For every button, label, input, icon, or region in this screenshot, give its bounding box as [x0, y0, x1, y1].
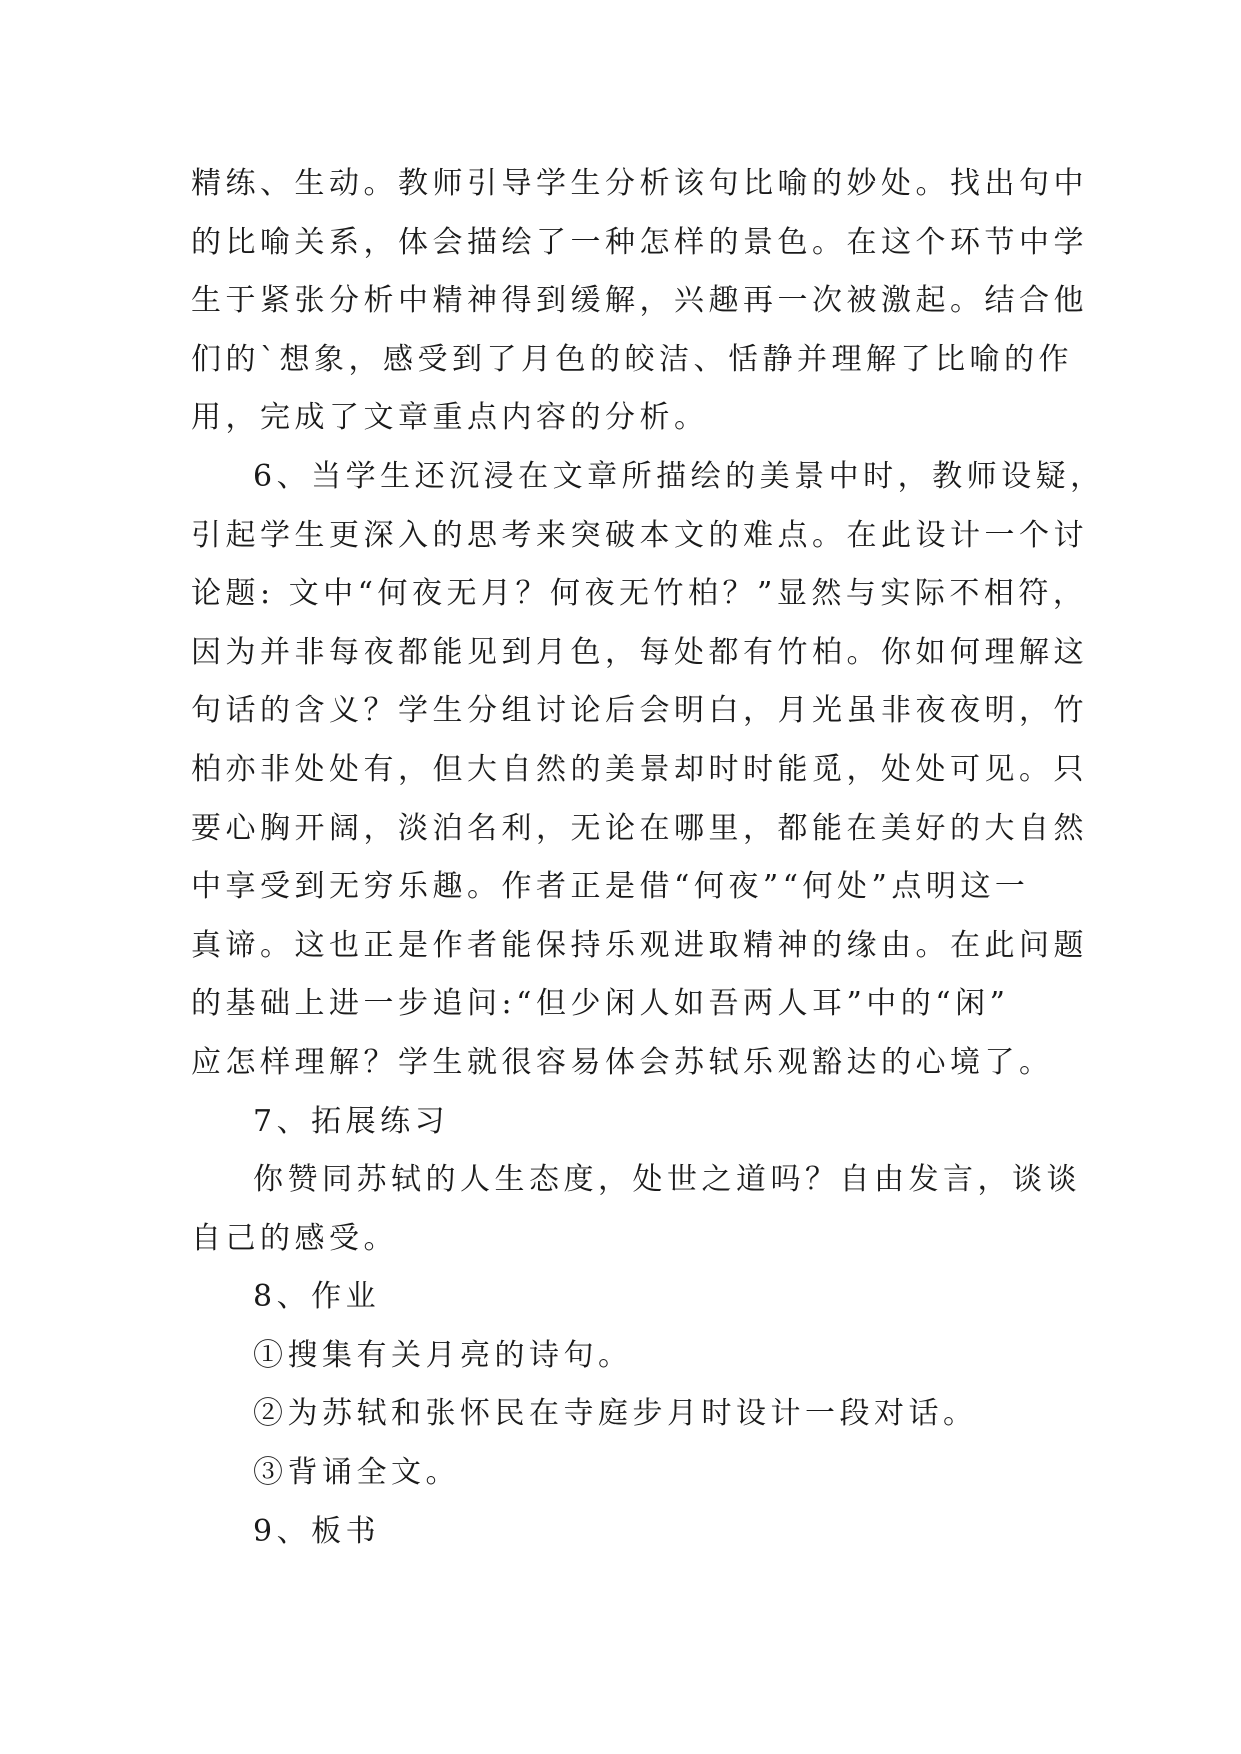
text-line: 你赞同苏轼的人生态度，处世之道吗？自由发言，谈谈 — [253, 1162, 1081, 1198]
text-line: 自己的感受。 — [191, 1220, 398, 1256]
text-line: 们的`想象，感受到了月色的皎洁、恬静并理解了比喻的作 — [191, 341, 1073, 377]
text-line: 论题: 文中“何夜无月？何夜无竹柏？”显然与实际不相符， — [191, 576, 1088, 612]
text-line: 的比喻关系，体会描绘了一种怎样的景色。在这个环节中学 — [191, 224, 1088, 260]
list-item: ③背诵全文。 — [253, 1455, 460, 1491]
text-line: 因为并非每夜都能见到月色，每处都有竹柏。你如何理解这 — [191, 634, 1088, 670]
section-heading: 7、拓展练习 — [253, 1103, 450, 1139]
text-line: 的基础上进一步追问:“但少闲人如吾两人耳”中的“闲” — [191, 986, 1010, 1022]
text-line: 句话的含义？学生分组讨论后会明白，月光虽非夜夜明，竹 — [191, 693, 1088, 729]
text-line: 应怎样理解？学生就很容易体会苏轼乐观豁达的心境了。 — [191, 1044, 1054, 1080]
text-line: 用，完成了文章重点内容的分析。 — [191, 400, 709, 436]
text-line: 6、当学生还沉浸在文章所描绘的美景中时，教师设疑， — [253, 458, 1105, 494]
text-line: 精练、生动。教师引导学生分析该句比喻的妙处。找出句中 — [191, 166, 1088, 201]
text-line: 柏亦非处处有，但大自然的美景却时时能觅，处处可见。只 — [191, 751, 1088, 787]
section-heading: 9、板书 — [253, 1513, 381, 1549]
text-line: 真谛。这也正是作者能保持乐观进取精神的缘由。在此问题 — [191, 927, 1088, 963]
text-line: 生于紧张分析中精神得到缓解，兴趣再一次被激起。结合他 — [191, 283, 1088, 319]
text-line: 引起学生更深入的思考来突破本文的难点。在此设计一个讨 — [191, 517, 1088, 553]
list-item: ②为苏轼和张怀民在寺庭步月时设计一段对话。 — [253, 1396, 978, 1432]
document-body — [191, 155, 1105, 1561]
text-line: 中享受到无穷乐趣。作者正是借“何夜”“何处”点明这一 — [191, 869, 1030, 905]
list-item: ①搜集有关月亮的诗句。 — [253, 1337, 633, 1373]
section-heading: 8、作业 — [253, 1279, 381, 1315]
text-line: 要心胸开阔，淡泊名利，无论在哪里，都能在美好的大自然 — [191, 810, 1088, 846]
